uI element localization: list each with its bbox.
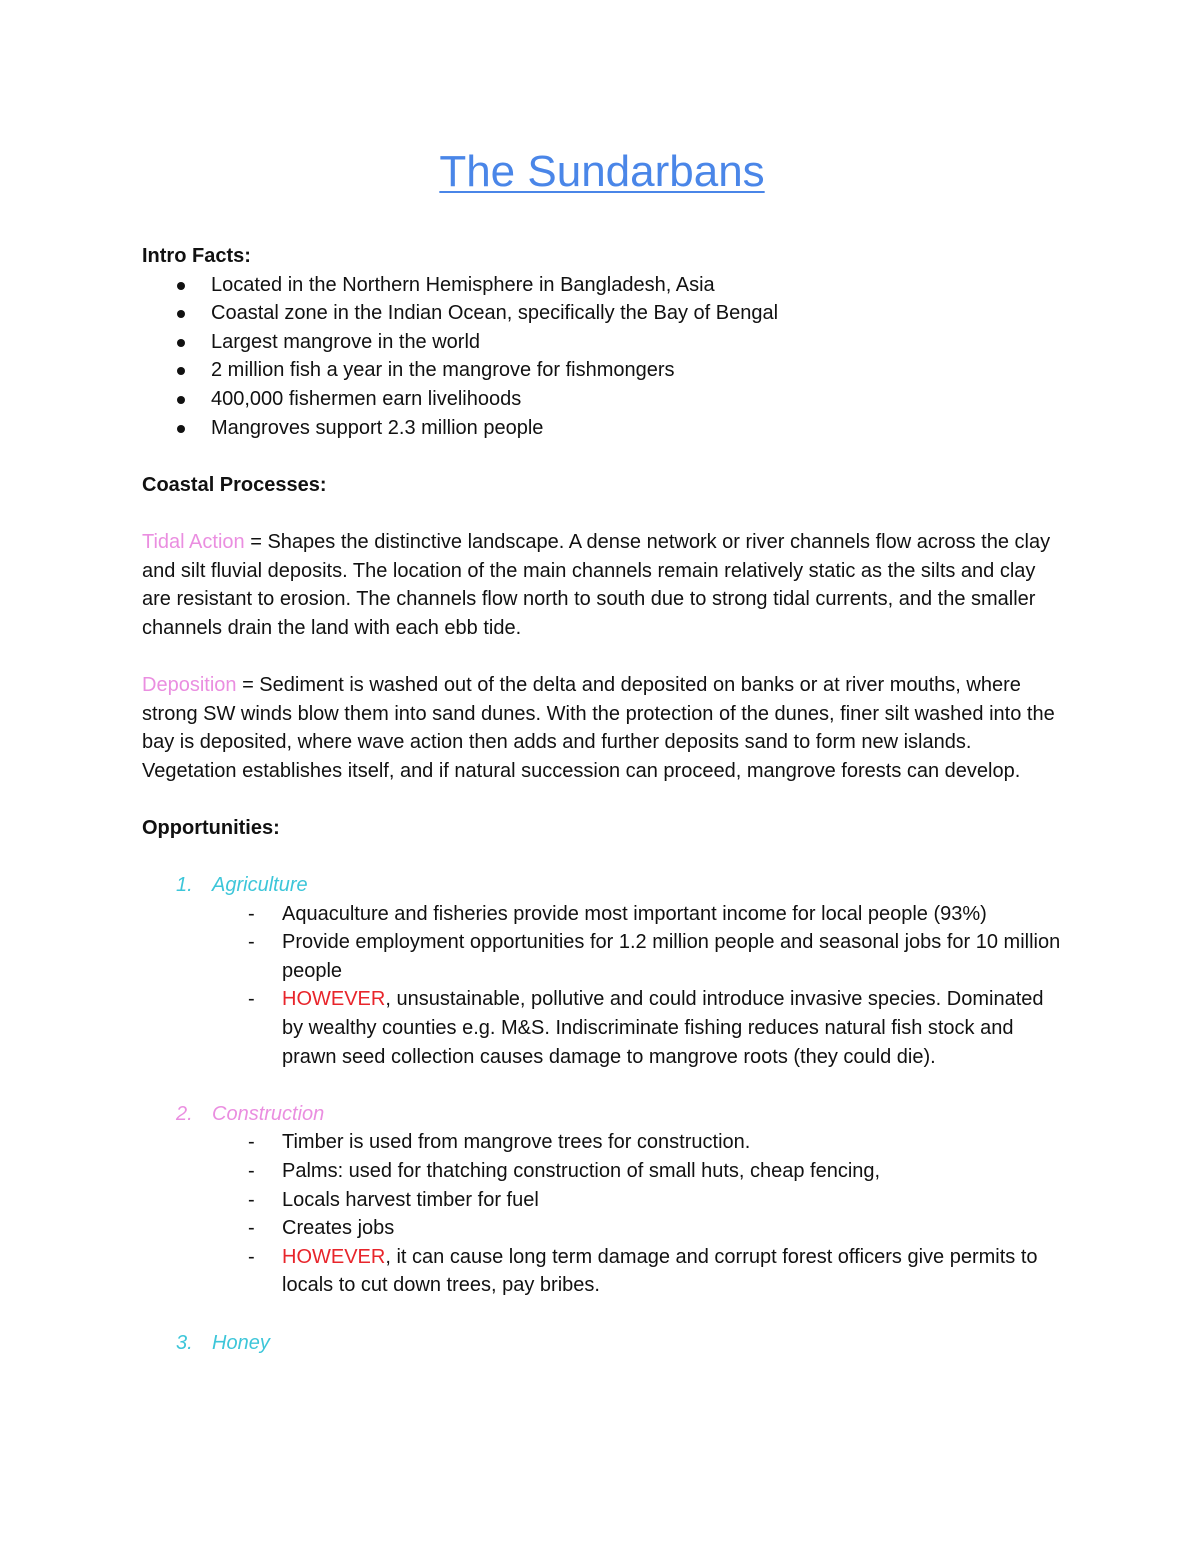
item-number: 2. [176, 1102, 193, 1125]
list-item: - Palms: used for thatching construction of small huts, cheap fencing, [282, 1157, 1062, 1186]
opportunities-heading: Opportunities: [142, 816, 280, 839]
agriculture-points [142, 900, 1062, 1072]
coastal-processes-heading: Coastal Processes: [142, 473, 327, 496]
dash-marker: - [248, 988, 255, 1011]
dash-marker: - [248, 1131, 255, 1154]
tidal-action-paragraph [142, 528, 1062, 642]
dash-marker: - [248, 1217, 255, 1240]
list-item: - HOWEVER, it can cause long term damage and corrupt forest officers give permits to locals to cut down trees, pay bribes. [282, 1243, 1062, 1300]
list-item: Largest mangrove in the world [211, 328, 1062, 357]
list-item: - Locals harvest timber for fuel [282, 1186, 1062, 1215]
construction-label: Construction [212, 1102, 325, 1125]
page-title: The Sundarbans [439, 147, 765, 196]
deposition-text: = Sediment is washed out of the delta and deposited on banks or at river mouths, where strong SW winds blow them into sand dunes. With the protection of the dunes, finer silt washed into the bay is deposited, where wave action then adds and further deposits sand to form new islands. Vegetation establishes itself, and if natural succession can proceed, mangrove forests can develop. [142, 673, 1055, 782]
construction-item [142, 1100, 1062, 1129]
bullet-icon [177, 396, 185, 404]
dash-marker: - [248, 1245, 255, 1268]
dash-marker: - [248, 1160, 255, 1182]
bullet-icon [177, 425, 185, 433]
however-label: HOWEVER [282, 988, 386, 1011]
item-number: 1. [176, 874, 193, 897]
bullet-icon [177, 310, 185, 318]
list-item: Mangroves support 2.3 million people [211, 414, 1062, 443]
construction-points [142, 1128, 1062, 1300]
dash-marker: - [248, 931, 255, 954]
bullet-icon [177, 367, 185, 375]
however-label: HOWEVER [282, 1245, 386, 1268]
bullet-icon [177, 282, 185, 290]
list-item: 400,000 fishermen earn livelihoods [211, 385, 1062, 414]
list-item: Coastal zone in the Indian Ocean, specifically the Bay of Bengal [211, 299, 1062, 328]
deposition-paragraph [142, 671, 1062, 785]
agriculture-item [142, 871, 1062, 900]
honey-label: Honey [212, 1331, 270, 1354]
honey-item [142, 1329, 1062, 1358]
list-item: - Provide employment opportunities for 1.2 million people and seasonal jobs for 10 million people [282, 928, 1062, 985]
dash-marker: - [248, 1188, 255, 1211]
agriculture-label: Agriculture [212, 874, 308, 897]
intro-facts-list [142, 271, 1062, 443]
tidal-action-text: = Shapes the distinctive landscape. A dense network or river channels flow across the clay and silt fluvial deposits. The location of the main channels remain relatively static as the silts and clay are resistant to erosion. The channels flow north to south due to strong tidal currents, and the smaller channels drain the land with each ebb tide. [142, 530, 1051, 639]
list-item: Located in the Northern Hemisphere in Bangladesh, Asia [211, 271, 1062, 300]
list-item: - Aquaculture and fisheries provide most important income for local people (93%) [282, 900, 1062, 929]
item-number: 3. [176, 1331, 193, 1354]
list-item: - Timber is used from mangrove trees for construction. [282, 1128, 1062, 1157]
document-page [142, 140, 1062, 1357]
deposition-label: Deposition [142, 673, 237, 696]
list-item: - HOWEVER, unsustainable, pollutive and could introduce invasive species. Dominated by wealthy counties e.g. M&S. Indiscriminate fishing reduces natural fish stock and prawn seed collection causes damage to mangrove roots (they could die). [282, 985, 1062, 1071]
tidal-action-label: Tidal Action [142, 530, 245, 553]
intro-heading: Intro Facts: [142, 245, 251, 267]
list-item: - Creates jobs [282, 1214, 1062, 1243]
bullet-icon [177, 339, 185, 347]
list-item: 2 million fish a year in the mangrove for fishmongers [211, 356, 1062, 385]
dash-marker: - [248, 902, 255, 925]
